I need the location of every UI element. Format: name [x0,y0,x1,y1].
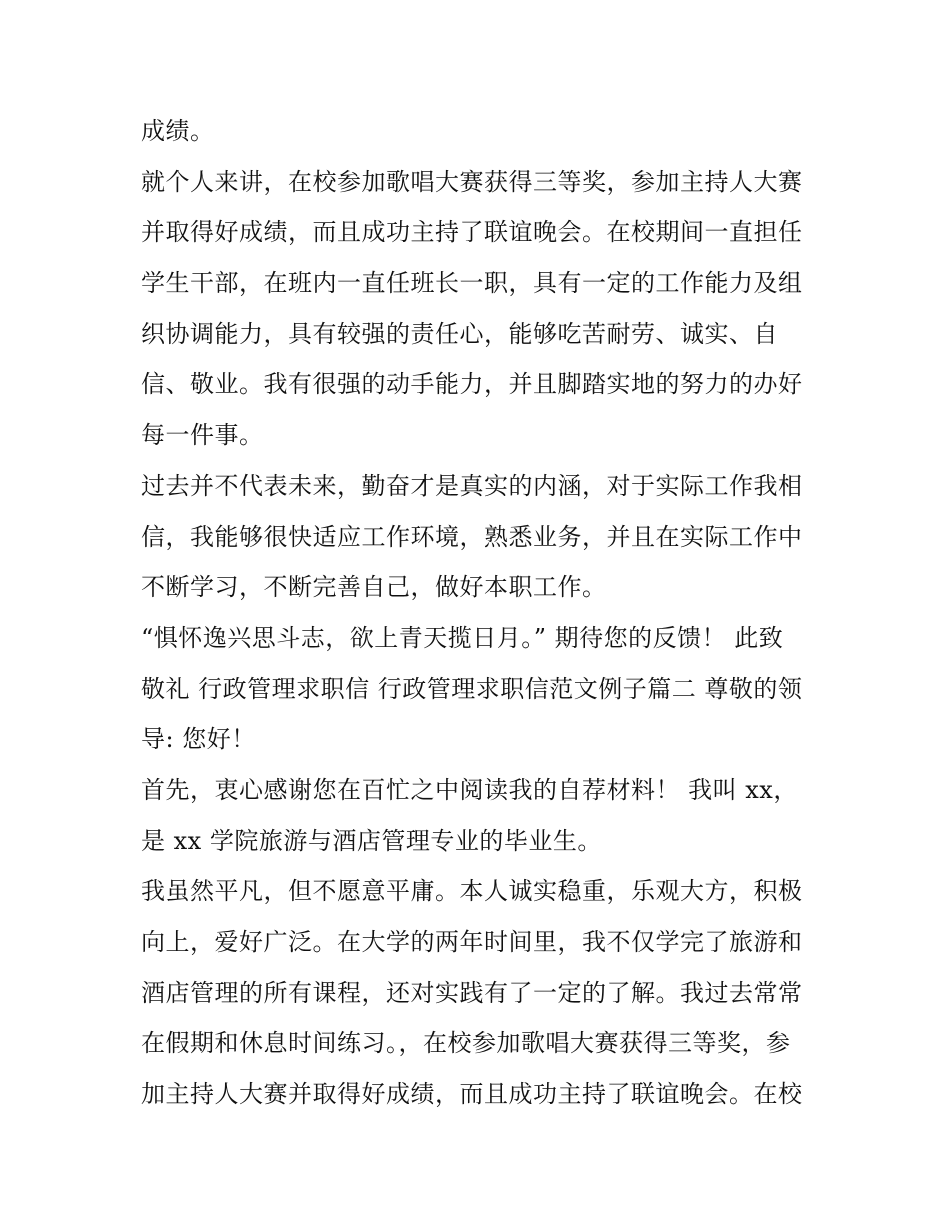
text-line: 并取得好成绩，而且成功主持了联谊晚会。在校期间一直担任 [141,218,803,247]
text-line: 信、敬业。我有很强的动手能力，并且脚踏实地的努力的办好 [141,370,803,399]
document-body [141,106,821,1120]
text-line: 织协调能力，具有较强的责任心，能够吃苦耐劳、诚实、自 [141,319,778,348]
text-line: 每一件事。 [141,421,264,450]
text-line: 敬礼 行政管理求职信 行政管理求职信范文例子篇二 尊敬的领 [141,674,803,703]
text-line: 成绩。 [141,117,215,145]
text-line: 在假期和休息时间练习。，在校参加歌唱大赛获得三等奖，参 [141,1029,791,1058]
text-line: 导: 您好！ [141,725,256,754]
text-line: 是 xx 学院旅游与酒店管理专业的毕业生。 [141,826,602,855]
text-line: 加主持人大赛并取得好成绩，而且成功主持了联谊晚会。在校 [141,1080,803,1109]
text-line: 不断学习，不断完善自己，做好本职工作。 [141,573,607,602]
text-line: 酒店管理的所有课程，还对实践有了一定的了解。我过去常常 [141,978,803,1007]
text-line: 首先，衷心感谢您在百忙之中阅读我的自荐材料！ 我叫 xx， [141,775,798,804]
text-line: 信，我能够很快适应工作环境，熟悉业务，并且在实际工作中 [141,522,803,551]
text-line: “惧怀逸兴思斗志，欲上青天揽日月。” 期待您的反馈！ 此致 [141,623,784,652]
text-line: 向上，爱好广泛。在大学的两年时间里，我不仅学完了旅游和 [141,928,803,956]
text-line: 就个人来讲，在校参加歌唱大赛获得三等奖，参加主持人大赛 [141,167,803,196]
text-line: 过去并不代表未来，勤奋才是真实的内涵，对于实际工作我相 [141,471,803,500]
text-line: 学生干部，在班内一直任班长一职，具有一定的工作能力及组 [141,269,803,298]
text-line: 我虽然平凡，但不愿意平庸。本人诚实稳重，乐观大方，积极 [141,877,803,906]
